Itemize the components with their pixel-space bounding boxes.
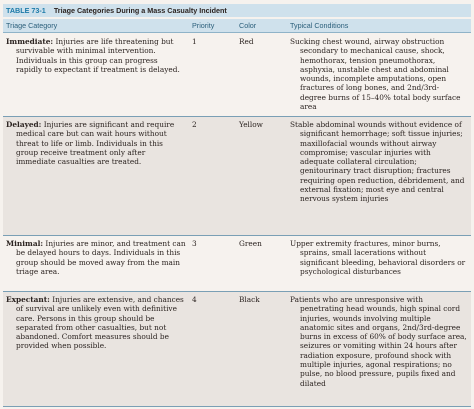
- category-desc: medical care but can wait hours without: [16, 129, 167, 139]
- category-desc: group receive treatment only after: [16, 147, 146, 157]
- category-desc: Injuries are minor, and treatment can: [43, 239, 186, 248]
- category-cell: [6, 37, 192, 74]
- category-cell: [6, 295, 192, 351]
- category-desc: group should be moved away from the main: [16, 257, 180, 267]
- priority-cell: 2: [192, 120, 197, 129]
- priority-cell: 3: [192, 239, 197, 248]
- condition-line: burns in excess of 60% of body surface area,: [300, 332, 467, 342]
- color-cell: Yellow: [239, 120, 263, 129]
- condition-line: multiple injuries, agonal respirations; no: [300, 360, 452, 370]
- table-row-minimal: [3, 236, 471, 292]
- category-desc: triage area.: [16, 266, 60, 276]
- condition-line: radiation exposure, profound shock with: [300, 350, 452, 360]
- conditions-cell: [290, 120, 470, 204]
- condition-line: genitourinary tract disruption; fractures: [300, 166, 451, 176]
- category-desc: provided when possible.: [16, 341, 107, 351]
- color-cell: Black: [239, 295, 260, 304]
- category-desc: care. Persons in this group should be: [16, 313, 155, 323]
- priority-cell: 4: [192, 295, 197, 304]
- priority-cell: 1: [192, 37, 197, 46]
- condition-line: wounds, incomplete amputations, open: [300, 74, 447, 84]
- category-desc: rapidly to expectant if treatment is delayed.: [16, 64, 180, 74]
- category-desc: Injuries are significant and require: [41, 120, 175, 129]
- color-cell: Green: [239, 239, 262, 248]
- condition-line: Patients who are unresponsive with: [290, 295, 423, 304]
- category-desc: abandoned. Comfort measures should be: [16, 332, 169, 342]
- condition-line: Sucking chest wound, airway obstruction: [290, 37, 445, 46]
- table-number: TABLE 73-1: [6, 6, 46, 15]
- category-desc: Injuries are life threatening but: [53, 37, 174, 46]
- condition-line: external fixation; most eye and central: [300, 185, 444, 195]
- condition-line: secondary to mechanical cause, shock,: [300, 46, 445, 56]
- category-desc: Injuries are extensive, and chances: [49, 295, 184, 304]
- category-name: Immediate:: [6, 37, 54, 46]
- conditions-cell: [290, 37, 470, 111]
- category-cell: [6, 120, 192, 166]
- table-title-bar: [3, 4, 471, 17]
- condition-line: significant hemorrhage; soft tissue injuries;: [300, 129, 463, 139]
- condition-line: adequate collateral circulation;: [300, 157, 417, 167]
- condition-line: compromise; vascular injuries with: [300, 147, 431, 157]
- category-desc: Individuals in this group can progress: [16, 55, 158, 65]
- category-desc: separated from other casualties, but not: [16, 322, 167, 332]
- header-category: Triage Category: [6, 21, 58, 30]
- category-desc: immediate casualties are treated.: [16, 157, 142, 167]
- condition-line: significant bleeding, behavioral disorders or: [300, 257, 466, 267]
- conditions-cell: [290, 239, 470, 276]
- condition-line: penetrating head wounds, high spinal cord: [300, 304, 461, 314]
- condition-line: seizures or vomiting within 24 hours after: [300, 341, 458, 351]
- condition-line: pulse, no blood pressure, pupils fixed and: [300, 369, 456, 379]
- header-priority: Priority: [192, 21, 215, 30]
- table-header-row: [3, 19, 471, 33]
- condition-line: nervous system injuries: [300, 194, 389, 204]
- color-cell: Red: [239, 37, 254, 46]
- conditions-cell: [290, 295, 470, 388]
- condition-line: hemothorax, tension pneumothorax,: [300, 55, 436, 65]
- category-name: Minimal:: [6, 239, 44, 248]
- condition-line: psychological disturbances: [300, 266, 401, 276]
- category-cell: [6, 239, 192, 276]
- table-row-delayed: [3, 117, 471, 236]
- condition-line: maxillofacial wounds without airway: [300, 138, 437, 148]
- condition-line: degree burns of 15–40% total body surface: [300, 92, 461, 102]
- table-title: Triage Categories During a Mass Casualty Incident: [53, 6, 227, 15]
- table-row-immediate: [3, 34, 471, 117]
- condition-line: sprains, small lacerations without: [300, 248, 427, 258]
- condition-line: requiring open reduction, débridement, and: [300, 175, 465, 185]
- condition-line: dilated: [300, 378, 326, 388]
- condition-line: Stable abdominal wounds without evidence of: [290, 120, 462, 129]
- condition-line: anatomic sites and organs, 2nd/3rd-degree: [300, 322, 461, 332]
- category-desc: be delayed hours to days. Individuals in this: [16, 248, 181, 258]
- category-desc: threat to life or limb. Individuals in this: [16, 138, 163, 148]
- header-conditions: Typical Conditions: [290, 21, 349, 30]
- category-name: Delayed:: [6, 120, 42, 129]
- category-desc: of survival are unlikely even with definitive: [16, 304, 177, 314]
- condition-line: fractures of long bones, and 2nd/3rd-: [300, 83, 440, 93]
- condition-line: asphyxia, unstable chest and abdominal: [300, 64, 449, 74]
- condition-line: injuries, wounds involving multiple: [300, 313, 431, 323]
- table-row-expectant: [3, 292, 471, 407]
- condition-line: Upper extremity fractures, minor burns,: [290, 239, 441, 248]
- header-color: Color: [239, 21, 257, 30]
- category-name: Expectant:: [6, 295, 50, 304]
- condition-line: area: [300, 102, 317, 112]
- category-desc: survivable with minimal intervention.: [16, 46, 156, 56]
